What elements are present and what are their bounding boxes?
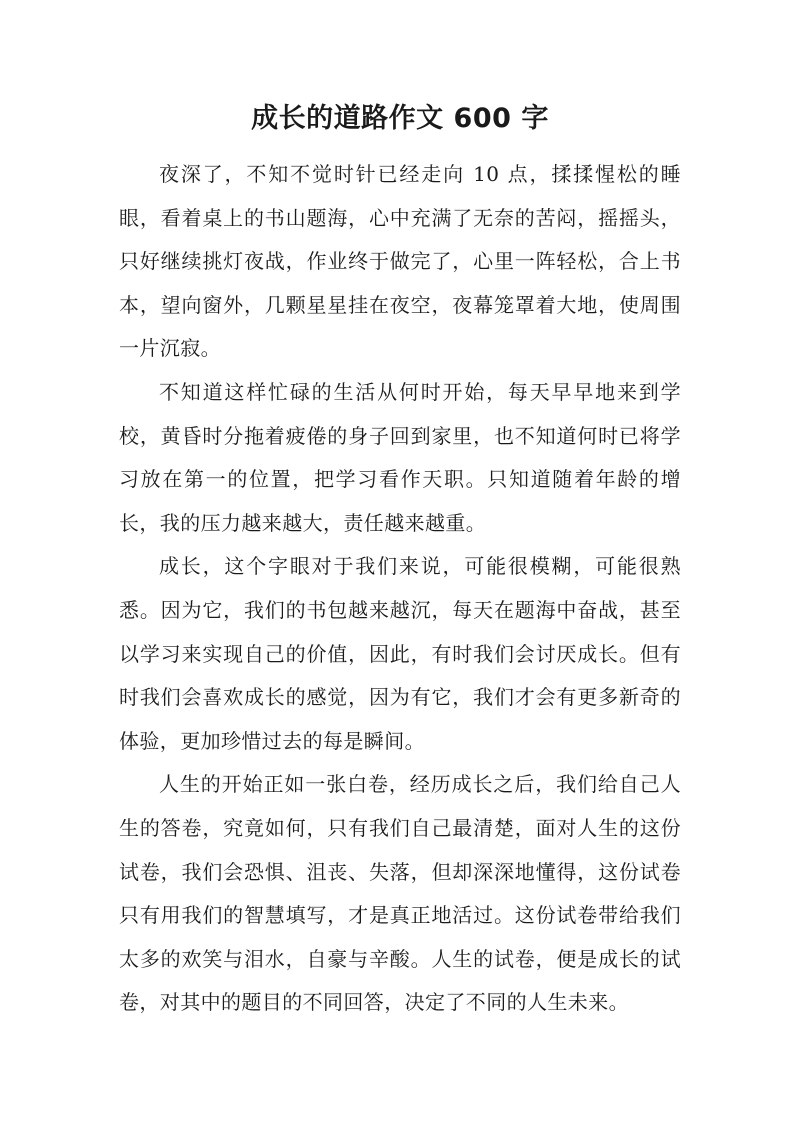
document-title: 成长的道路作文 600 字 (251, 103, 549, 134)
paragraph-3: 成长，这个字眼对于我们来说，可能很模糊，可能很熟悉。因为它，我们的书包越来越沉，每天在题海中奋战，甚至以学习来实现自己的价值，因此，有时我们会讨厌成长。但有时我们会喜欢成长的感觉，因为有它，我们才会有更多新奇的体验，更加珍惜过去的每是瞬间。 (119, 554, 681, 753)
paragraph-1: 夜深了，不知不觉时针已经走向 10 点，揉揉惺松的睡眼，看着桌上的书山题海，心中充满了无奈的苦闷，摇摇头，只好继续挑灯夜战，作业终于做完了，心里一阵轻松，合上书本，望向窗外，几颗星星挂在夜空，夜幕笼罩着大地，使周围一片沉寂。 (119, 162, 681, 361)
document-body (119, 153, 681, 1025)
paragraph-4: 人生的开始正如一张白卷，经历成长之后，我们给自己人生的答卷，究竟如何，只有我们自己最清楚，面对人生的这份试卷，我们会恐惧、沮丧、失落，但却深深地懂得，这份试卷只有用我们的智慧填写，才是真正地活过。这份试卷带给我们太多的欢笑与泪水，自豪与辛酸。人生的试卷，便是成长的试卷，对其中的题目的不同回答，决定了不同的人生未来。 (119, 772, 681, 1015)
paragraph-2: 不知道这样忙碌的生活从何时开始，每天早早地来到学校，黄昏时分拖着疲倦的身子回到家里，也不知道何时已将学习放在第一的位置，把学习看作天职。只知道随着年龄的增长，我的压力越来越大，责任越来越重。 (119, 379, 681, 535)
